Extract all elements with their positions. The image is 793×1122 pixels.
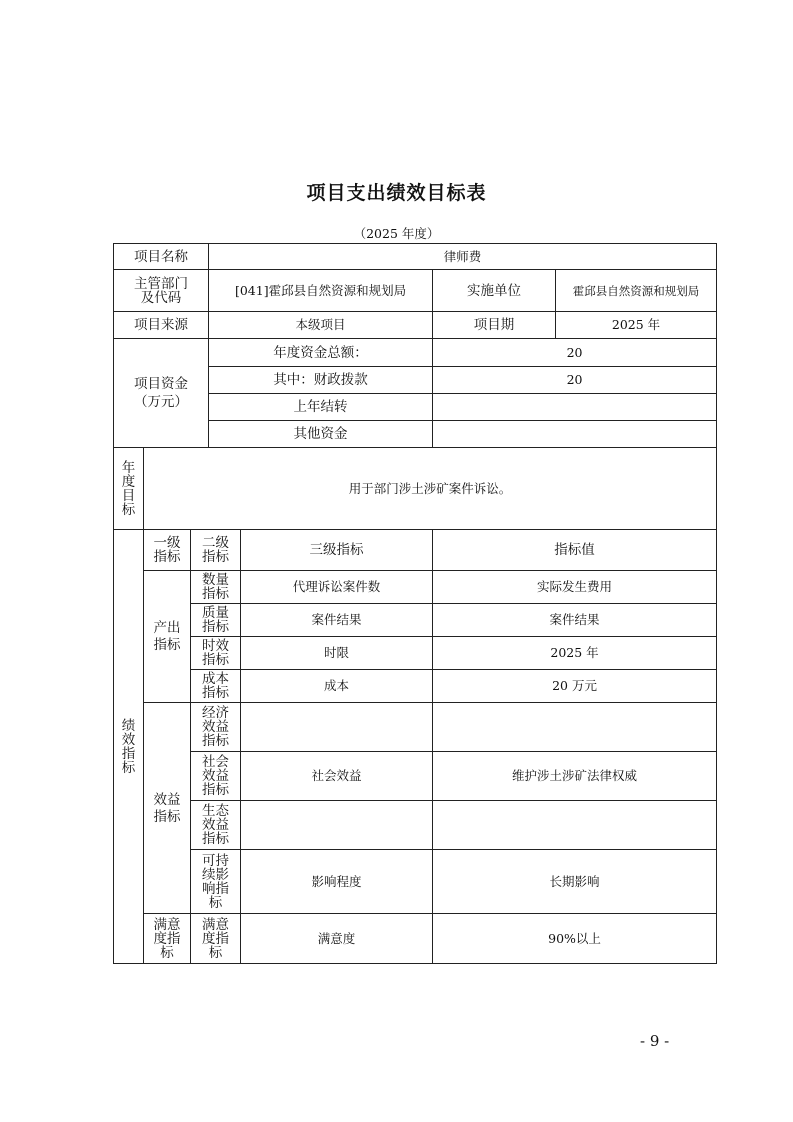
funds-item-value: 20 <box>433 367 717 394</box>
level1-line: 度指 <box>153 930 181 947</box>
project-period-value: 2025 年 <box>556 312 717 339</box>
level2-line: 标 <box>208 894 223 911</box>
goal-label-char: 年 <box>121 459 136 476</box>
funds-item-label: 其中：财政拨款 <box>209 367 433 394</box>
level2-line: 响指 <box>202 880 230 897</box>
level2-indicator <box>191 637 241 670</box>
level2-line: 指标 <box>202 619 230 635</box>
benefit-indicator-label <box>144 703 191 914</box>
indicator-section-label <box>114 530 144 964</box>
funds-label <box>114 339 209 448</box>
performance-target-table <box>113 243 717 964</box>
funds-item-label: 上年结转 <box>209 394 433 421</box>
level2-indicator <box>191 752 241 801</box>
funds-label-line2: （万元） <box>134 394 189 410</box>
level2-line: 标 <box>208 944 223 961</box>
level2-line: 指标 <box>202 831 230 847</box>
annual-goal-row <box>114 448 717 530</box>
level1-header-line2: 指标 <box>153 549 181 565</box>
benefit-indicator-row <box>114 850 717 914</box>
annual-goal-label <box>114 448 144 530</box>
funds-item-value: 20 <box>433 339 717 367</box>
output-indicator-row <box>114 604 717 637</box>
benefit-indicator-row <box>114 703 717 752</box>
indicator-value <box>433 801 717 850</box>
funds-item-value <box>433 421 717 448</box>
level2-header-line2: 指标 <box>202 549 230 565</box>
level2-indicator <box>191 571 241 604</box>
level2-line: 指标 <box>202 733 230 749</box>
funds-item-label: 其他资金 <box>209 421 433 448</box>
project-source-value: 本级项目 <box>209 312 433 339</box>
indicator-label-char: 效 <box>121 731 136 748</box>
indicator-value: 实际发生费用 <box>433 571 717 604</box>
level2-line: 数量 <box>202 572 230 588</box>
level2-line: 社会 <box>202 754 230 770</box>
indicator-value: 2025 年 <box>433 637 717 670</box>
level3-header: 三级指标 <box>241 530 433 571</box>
project-name-value: 律师费 <box>209 244 717 270</box>
implementing-unit-value: 霍邱县自然资源和规划局 <box>556 270 717 312</box>
benefit-label-line2: 指标 <box>153 808 181 825</box>
funds-label-line1: 项目资金 <box>134 376 189 392</box>
goal-label-char: 标 <box>121 501 136 518</box>
funds-item-value <box>433 394 717 421</box>
level2-indicator <box>191 801 241 850</box>
project-name-row <box>114 244 717 270</box>
page-number: - 9 - <box>640 1032 670 1050</box>
department-label-line1: 主管部门 <box>134 275 189 292</box>
indicator-value: 维护涉土涉矿法律权威 <box>433 752 717 801</box>
level2-header <box>191 530 241 571</box>
annual-goal-text: 用于部门涉土涉矿案件诉讼。 <box>144 448 717 530</box>
funds-row <box>114 339 717 367</box>
page-title: 项目支出绩效目标表 <box>306 182 487 204</box>
level2-line: 效益 <box>202 768 230 784</box>
output-indicator-row <box>114 670 717 703</box>
level3-indicator <box>241 703 433 752</box>
benefit-indicator-row <box>114 801 717 850</box>
source-row <box>114 312 717 339</box>
department-value: [041]霍邱县自然资源和规划局 <box>209 270 433 312</box>
level2-line: 质量 <box>202 605 230 621</box>
level2-line: 效益 <box>202 817 230 833</box>
level2-line: 指标 <box>202 685 230 701</box>
level2-line: 满意 <box>202 916 230 933</box>
indicator-label-char: 指 <box>121 745 136 762</box>
level1-header <box>144 530 191 571</box>
indicator-value-header: 指标值 <box>433 530 717 571</box>
department-label-line2: 及代码 <box>140 289 182 306</box>
indicator-label-char: 绩 <box>121 717 136 734</box>
level3-indicator: 代理诉讼案件数 <box>241 571 433 604</box>
level2-line: 度指 <box>202 930 230 947</box>
output-label-line1: 产出 <box>153 620 181 636</box>
satisfaction-indicator-row <box>114 914 717 964</box>
level2-line: 时效 <box>202 638 230 654</box>
satisfaction-level1-label <box>144 914 191 964</box>
indicator-value: 20 万元 <box>433 670 717 703</box>
department-row <box>114 270 717 312</box>
level3-indicator: 影响程度 <box>241 850 433 914</box>
level2-line: 指标 <box>202 652 230 668</box>
project-period-label: 项目期 <box>433 312 556 339</box>
output-indicator-row <box>114 637 717 670</box>
funds-item-label: 年度资金总额： <box>209 339 433 367</box>
level2-line: 续影 <box>202 866 230 883</box>
implementing-unit-label: 实施单位 <box>433 270 556 312</box>
level2-line: 经济 <box>202 705 230 721</box>
indicator-value: 案件结果 <box>433 604 717 637</box>
output-indicator-row <box>114 571 717 604</box>
output-label-line2: 指标 <box>153 637 181 653</box>
level2-indicator <box>191 703 241 752</box>
level2-header-line1: 二级 <box>202 535 230 551</box>
project-source-label: 项目来源 <box>114 312 209 339</box>
level2-line: 生态 <box>202 803 230 819</box>
level1-line: 标 <box>160 944 174 961</box>
goal-label-char: 目 <box>121 487 136 504</box>
fiscal-year: （2025 年度） <box>353 226 440 241</box>
department-label <box>114 270 209 312</box>
level3-indicator: 案件结果 <box>241 604 433 637</box>
indicator-value: 长期影响 <box>433 850 717 914</box>
indicator-header-row <box>114 530 717 571</box>
level1-line: 满意 <box>153 916 181 933</box>
level2-indicator <box>191 670 241 703</box>
level2-indicator <box>191 914 241 964</box>
output-indicator-label <box>144 571 191 703</box>
indicator-value: 90%以上 <box>433 914 717 964</box>
indicator-value <box>433 703 717 752</box>
level2-line: 指标 <box>202 586 230 602</box>
level3-indicator: 满意度 <box>241 914 433 964</box>
level2-line: 效益 <box>202 719 230 735</box>
project-name-label: 项目名称 <box>114 244 209 270</box>
level2-line: 可持 <box>202 852 230 869</box>
level3-indicator: 时限 <box>241 637 433 670</box>
level3-indicator: 社会效益 <box>241 752 433 801</box>
level3-indicator: 成本 <box>241 670 433 703</box>
indicator-label-char: 标 <box>121 759 136 776</box>
goal-label-char: 度 <box>121 473 136 490</box>
level3-indicator <box>241 801 433 850</box>
level2-indicator <box>191 604 241 637</box>
level2-line: 成本 <box>202 671 230 687</box>
level2-line: 指标 <box>202 782 230 798</box>
benefit-indicator-row <box>114 752 717 801</box>
level1-header-line1: 一级 <box>153 535 181 551</box>
benefit-label-line1: 效益 <box>153 791 181 808</box>
level2-indicator <box>191 850 241 914</box>
